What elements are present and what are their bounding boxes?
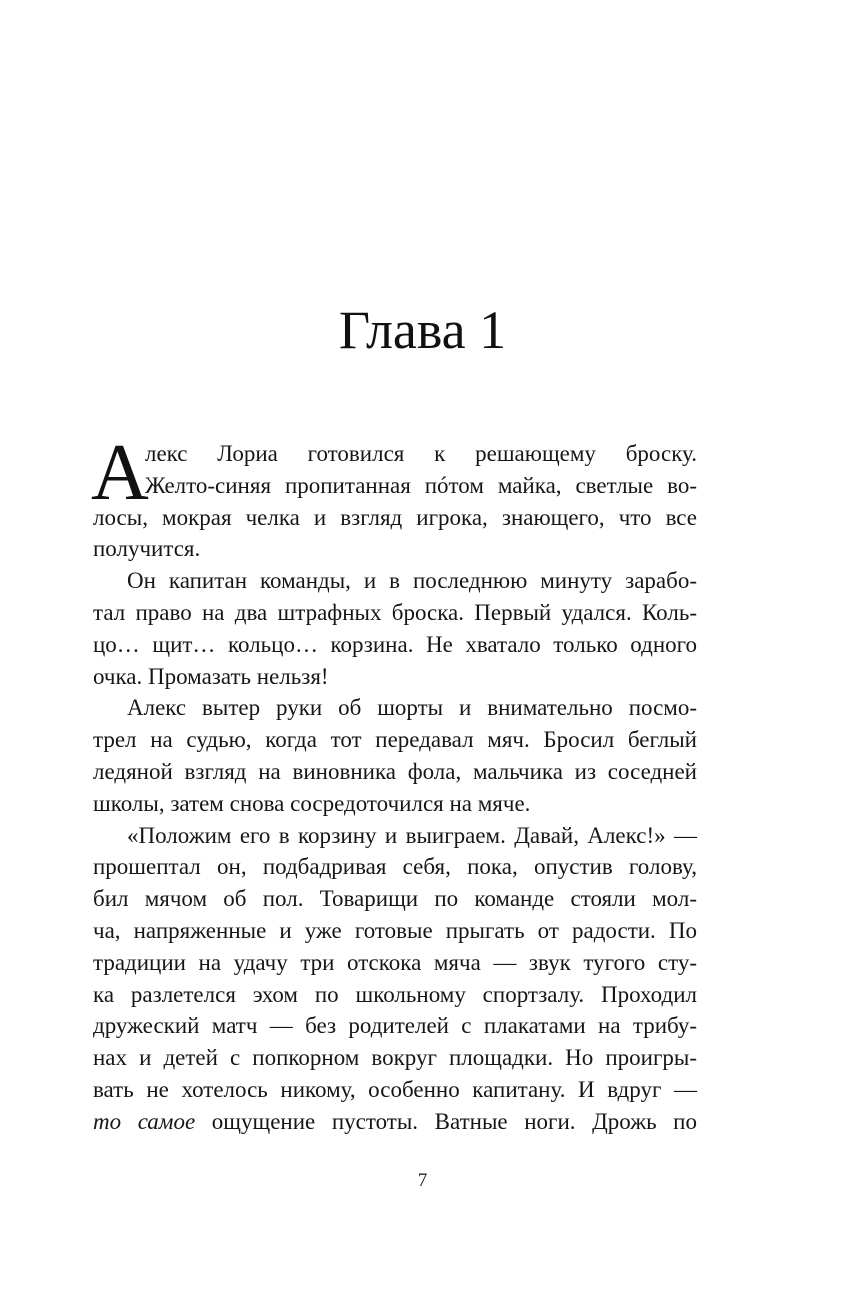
text-line: тал право на два штрафных броска. Первый удался. Коль- (93, 599, 697, 625)
text-line: «Положим его в корзину и выиграем. Давай, Алекс!» — (127, 822, 697, 848)
text-line: ледяной взгляд на виновника фола, мальчика из соседней (93, 758, 697, 784)
text-line: Он капитан команды, и в последнюю минуту зарабо- (127, 568, 697, 594)
text-line: лекс Лориа готовился к решающему броску. (145, 441, 697, 466)
text-line: прошептал он, подбадривая себя, пока, опустив голову, (93, 854, 697, 880)
text-line: трел на судью, когда тот передавал мяч. Бросил беглый (93, 727, 697, 753)
text-line: Желто-синяя пропитанная пóтом майка, светлые во- (145, 472, 697, 498)
text-line: очка. Промазать нельзя! (93, 663, 329, 689)
text-line-rest: ощущение пустоты. Ватные ноги. Дрожь по (195, 1108, 697, 1134)
text-line: школы, затем снова сосредоточился на мяче. (93, 790, 531, 816)
chapter-title: Глава 1 (338, 300, 507, 360)
text-line: традиции на удачу три отскока мяча — звук тугого сту- (93, 949, 697, 975)
text-line-last (93, 1106, 697, 1138)
text-line: Алекс вытер руки об шорты и внимательно посмо- (127, 695, 697, 721)
text-line: ка разлетелся эхом по школьному спортзалу. Проходил (93, 981, 697, 1007)
page-number: 7 (417, 1170, 428, 1191)
text-line: ча, напряженные и уже готовые прыгать от радости. По (93, 917, 697, 943)
text-line: цо… щит… кольцо… корзина. Не хватало только одного (93, 631, 697, 657)
text-line: дружеский матч — без родителей с плакатами на трибу- (93, 1013, 697, 1039)
text-line: получится. (93, 536, 201, 562)
italic-phrase: то самое (93, 1108, 196, 1134)
text-line: лосы, мокрая челка и взгляд игрока, знающего, что все (93, 504, 697, 530)
drop-cap: А (91, 429, 149, 517)
text-line: бил мячом об пол. Товарищи по команде стояли мол- (93, 886, 697, 912)
chapter-body (91, 429, 697, 1138)
text-line: нах и детей с попкорном вокруг площадки. Но проигры- (93, 1045, 697, 1071)
text-line: вать не хотелось никому, особенно капитану. И вдруг — (93, 1076, 697, 1102)
